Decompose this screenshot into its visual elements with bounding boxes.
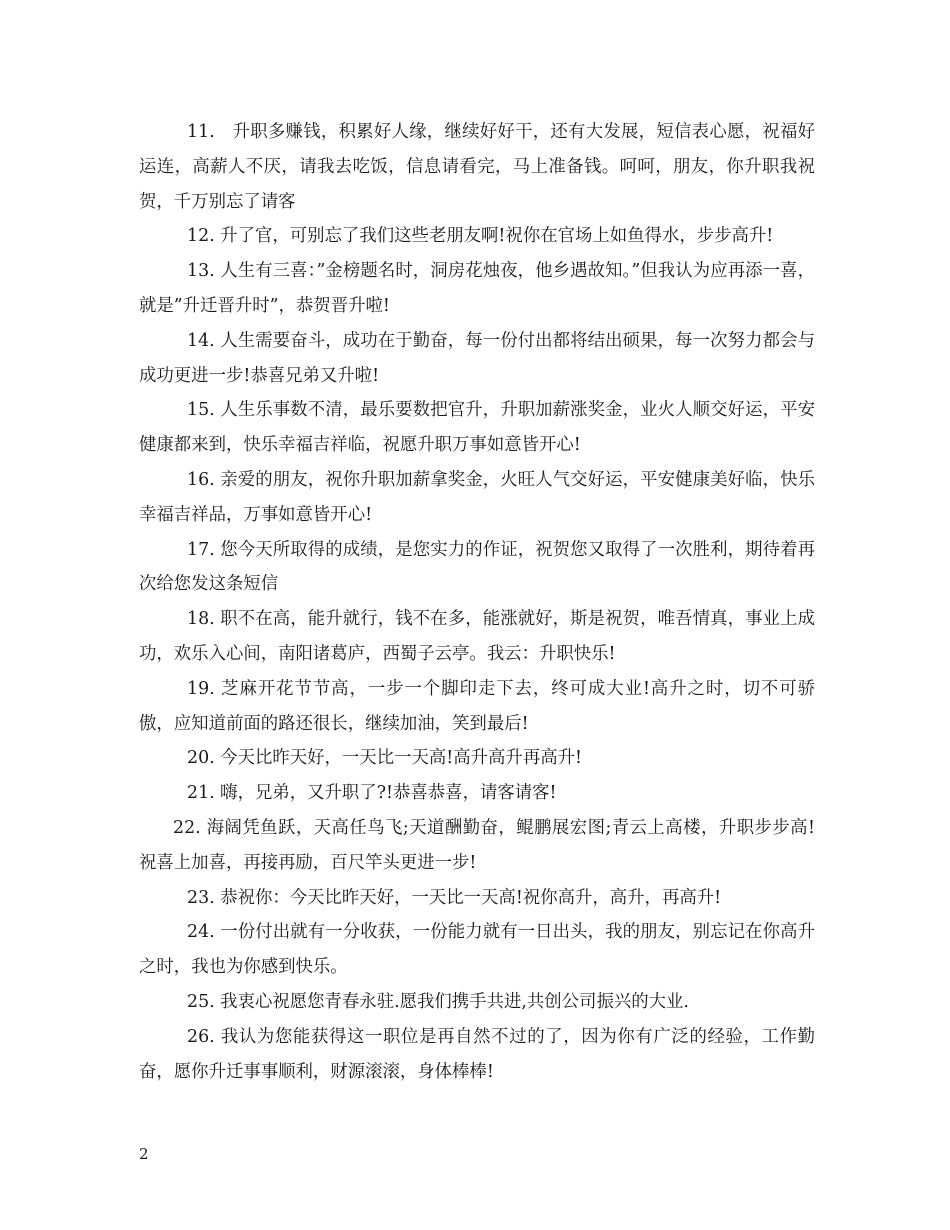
list-item: 12. 升了官，可别忘了我们这些老朋友啊!祝你在官场上如鱼得水，步步高升! [187, 226, 774, 247]
list-item: 25. 我衷心祝愿您青春永驻.愿我们携手共进,共创公司振兴的大业. [187, 991, 689, 1012]
list-item: 15. 人生乐事数不清，最乐要数把官升，升职加薪涨奖金，业火人顺交好运，平安健康都来到，快乐幸福吉祥临，祝愿升职万事如意皆开心! [139, 400, 815, 456]
list-item: 11. 升职多赚钱，积累好人缘，继续好好干，还有大发展，短信表心愿，祝福好运连，高薪人不厌，请我去吃饭，信息请看完，马上准备钱。呵呵，朋友，你升职我祝贺，千万别忘了请客 [139, 122, 815, 212]
list-item: 26. 我认为您能获得这一职位是再自然不过的了，因为你有广泛的经验，工作勤奋，愿你升迁事事顺利，财源滚滚，身体棒棒! [139, 1026, 815, 1082]
list-item: 19. 芝麻开花节节高，一步一个脚印走下去，终可成大业!高升之时，切不可骄傲，应知道前面的路还很长，继续加油，笑到最后! [139, 678, 815, 734]
page-number: 2 [139, 1145, 149, 1163]
list-item: 18. 职不在高，能升就行，钱不在多，能涨就好，斯是祝贺，唯吾情真，事业上成功，欢乐入心间，南阳诸葛庐，西蜀子云亭。我云：升职快乐! [139, 609, 815, 664]
list-item: 21. 嗨，兄弟，又升职了?!恭喜恭喜，请客请客! [187, 783, 557, 804]
list-item: 17. 您今天所取得的成绩，是您实力的作证，祝贺您又取得了一次胜利，期待着再次给您发这条短信 [139, 539, 815, 595]
list-item: 24. 一份付出就有一分收获，一份能力就有一日出头，我的朋友，别忘记在你高升之时，我也为你感到快乐。 [139, 922, 815, 978]
list-item: 16. 亲爱的朋友，祝你升职加薪拿奖金，火旺人气交好运，平安健康美好临，快乐幸福吉祥品，万事如意皆开心! [139, 469, 815, 525]
document-body [139, 115, 815, 1089]
list-item: 14. 人生需要奋斗，成功在于勤奋，每一份付出都将结出硕果，每一次努力都会与成功更进一步!恭喜兄弟又升啦! [139, 330, 815, 386]
list-item: 23. 恭祝你：今天比昨天好，一天比一天高!祝你高升，高升，再高升! [187, 887, 722, 908]
list-item: 22. 海阔凭鱼跃，天高任鸟飞;天道酬勤奋，鲲鹏展宏图;青云上高楼，升职步步高!祝喜上加喜，再接再励，百尺竿头更进一步! [139, 817, 815, 873]
list-item: 13. 人生有三喜：”金榜题名时，洞房花烛夜，他乡遇故知。”但我认为应再添一喜，就是”升迁晋升时”，恭贺晋升啦! [139, 261, 815, 316]
list-item: 20. 今天比昨天好，一天比一天高!高升高升再高升! [187, 748, 582, 769]
